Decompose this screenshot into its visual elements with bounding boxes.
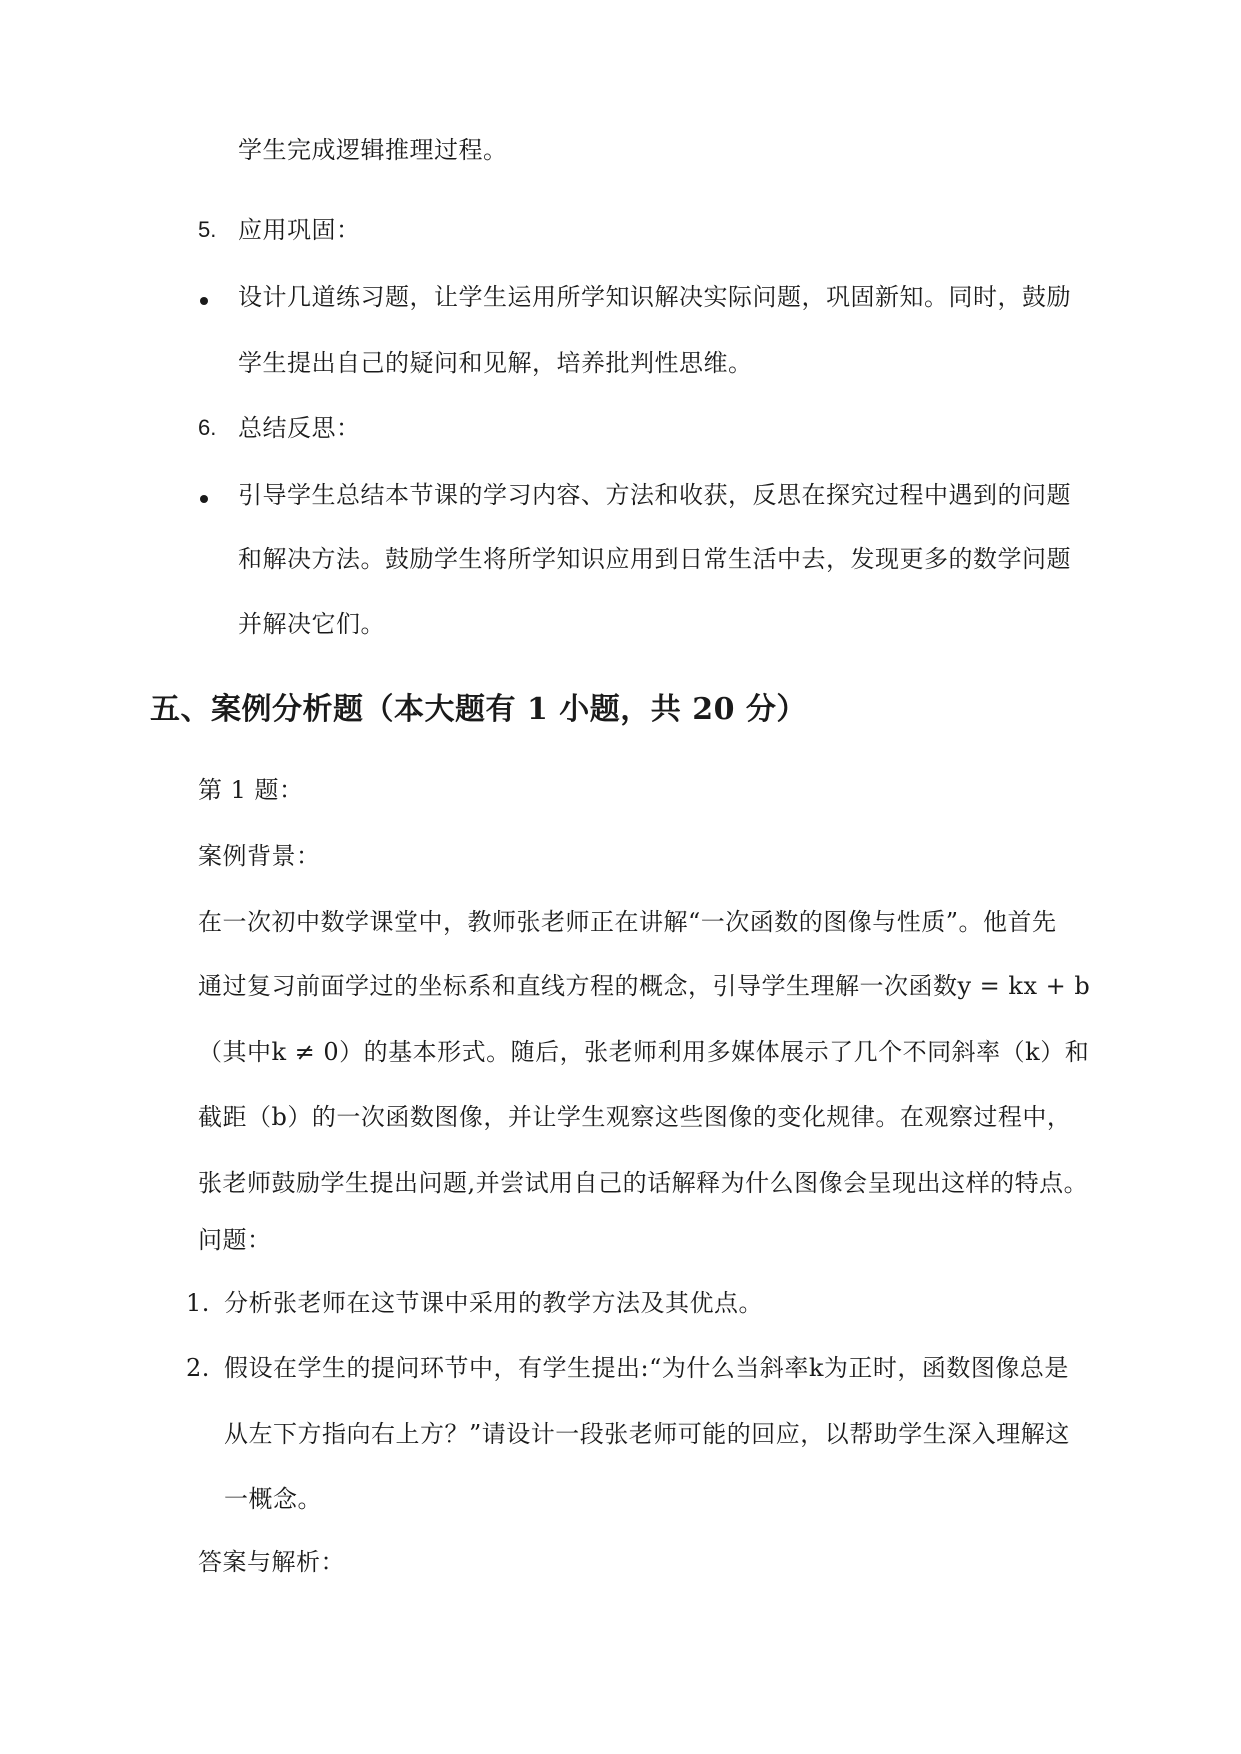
background-label: 案例背景： [198, 842, 321, 870]
background-text: 通过复习前面学过的坐标系和直线方程的概念，引导学生理解一次函数y = kx + b [198, 972, 1091, 1000]
background-text: 张老师鼓励学生提出问题,并尝试用自己的话解释为什么图像会呈现出这样的特点。 [198, 1169, 1089, 1197]
continuation-text: 学生完成逻辑推理过程。 [238, 136, 508, 164]
bullet-text: 引导学生总结本节课的学习内容、方法和收获，反思在探究过程中遇到的问题 [238, 481, 1071, 509]
bullet-text: 并解决它们。 [238, 610, 385, 638]
question-label: 第 1 题： [198, 776, 304, 804]
step-number: 6. [198, 415, 217, 440]
question-text: 分析张老师在这节课中采用的教学方法及其优点。 [224, 1289, 763, 1317]
step-title: 总结反思： [238, 414, 361, 442]
bullet-icon [200, 495, 208, 503]
question-text: 一概念。 [224, 1485, 322, 1513]
question-number: 2. [186, 1354, 210, 1382]
section-heading: 五、案例分析题（本大题有 1 小题，共 20 分） [150, 692, 807, 727]
background-text: 截距（b）的一次函数图像，并让学生观察这些图像的变化规律。在观察过程中， [198, 1103, 1072, 1131]
question-text: 假设在学生的提问环节中，有学生提出:“为什么当斜率k为正时，函数图像总是 [224, 1354, 1069, 1382]
step-number: 5. [198, 217, 217, 242]
questions-label: 问题： [198, 1226, 272, 1254]
bullet-text: 设计几道练习题，让学生运用所学知识解决实际问题，巩固新知。同时，鼓励 [238, 283, 1071, 311]
question-number: 1. [186, 1289, 210, 1317]
bullet-icon [200, 297, 208, 305]
answer-label: 答案与解析： [198, 1548, 345, 1576]
step-title: 应用巩固： [238, 216, 361, 244]
background-text: （其中k ≠ 0）的基本形式。随后，张老师利用多媒体展示了几个不同斜率（k）和 [198, 1038, 1090, 1066]
bullet-text: 学生提出自己的疑问和见解，培养批判性思维。 [238, 349, 753, 377]
bullet-text: 和解决方法。鼓励学生将所学知识应用到日常生活中去，发现更多的数学问题 [238, 545, 1071, 573]
question-text: 从左下方指向右上方？”请设计一段张老师可能的回应，以帮助学生深入理解这 [224, 1420, 1070, 1448]
background-text: 在一次初中数学课堂中，教师张老师正在讲解“一次函数的图像与性质”。他首先 [198, 908, 1057, 936]
